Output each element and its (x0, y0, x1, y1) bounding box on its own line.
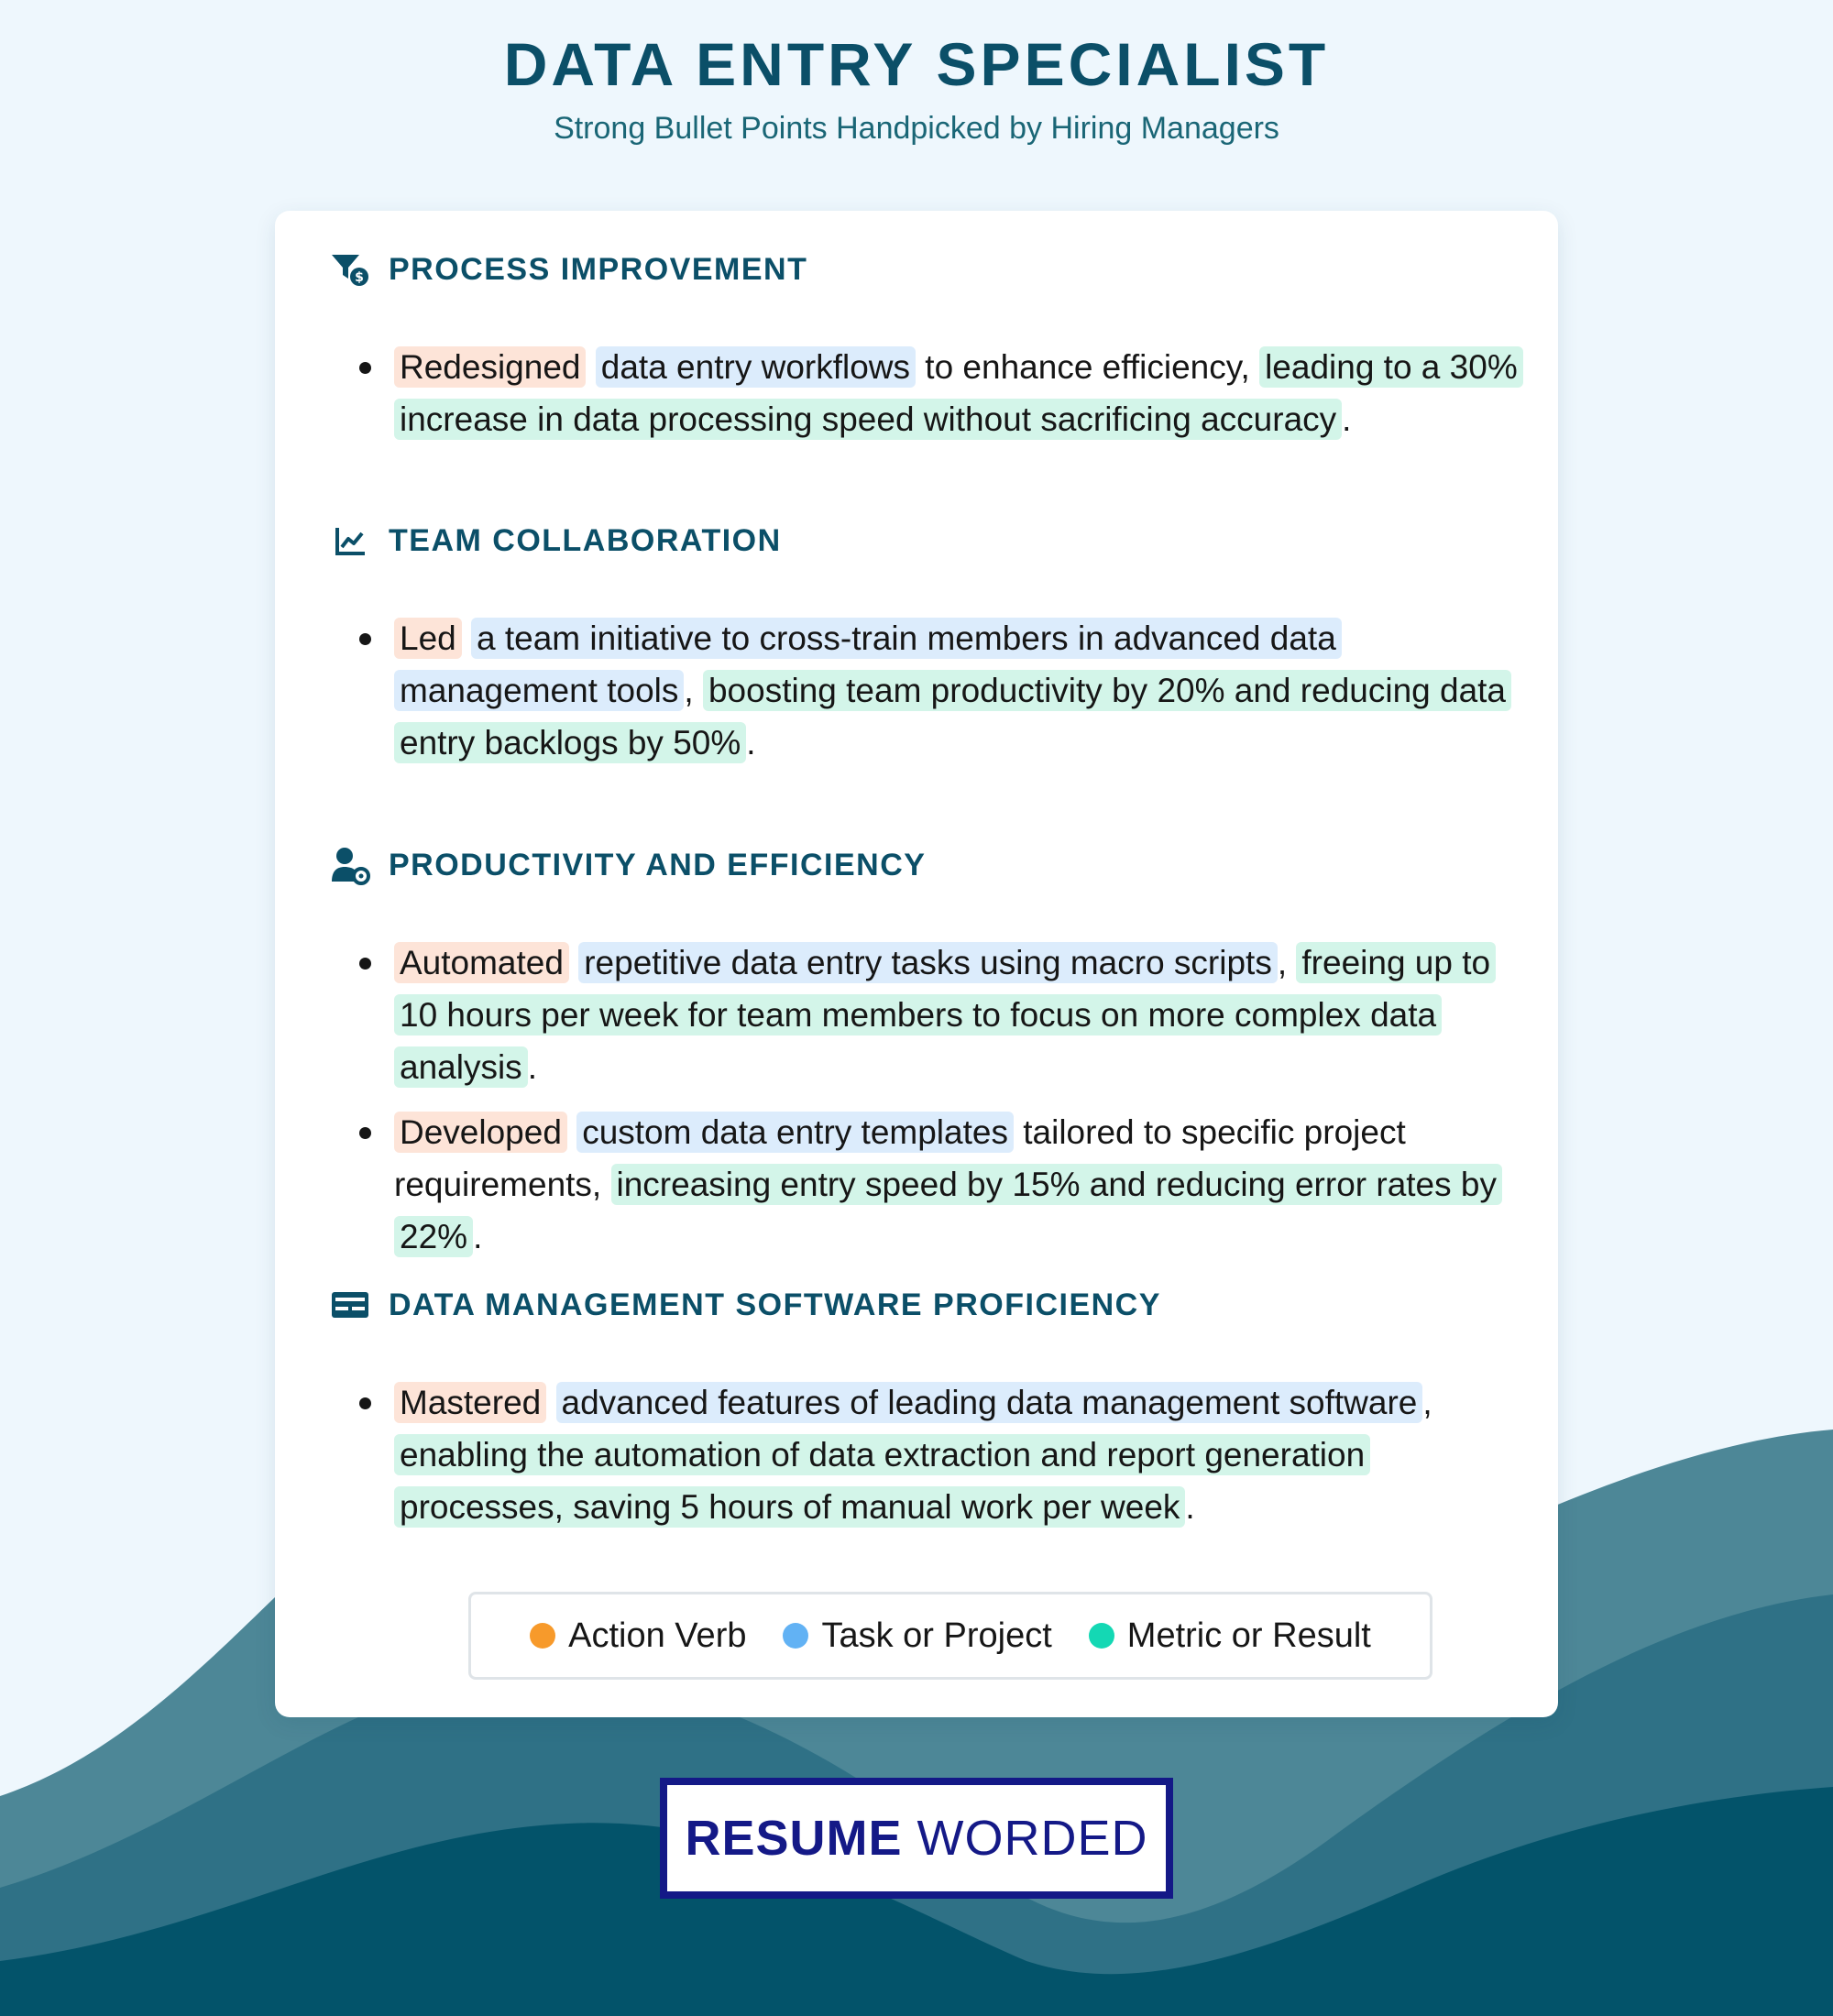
end-punctuation: . (473, 1218, 483, 1255)
task-or-project: a team initiative to cross-train members in advanced data management tools (394, 618, 1342, 711)
connector-text: , (1277, 944, 1297, 981)
section-header (330, 1285, 1521, 1325)
logo-light-text: WORDED (916, 1811, 1148, 1866)
action-verb: Developed (394, 1112, 567, 1153)
bullet-list (330, 1376, 1521, 1533)
highlight-legend (468, 1592, 1432, 1680)
bullet-list (330, 937, 1521, 1263)
teal-dot-icon (1089, 1623, 1114, 1649)
blue-dot-icon (783, 1623, 808, 1649)
section-header (330, 845, 1521, 885)
legend-metric-or-result (1089, 1616, 1371, 1656)
action-verb: Mastered (394, 1382, 546, 1423)
action-verb: Led (394, 618, 462, 659)
end-punctuation: . (746, 724, 756, 761)
metric-or-result: increasing entry speed by 15% and reducing error rates by 22% (394, 1164, 1502, 1257)
svg-text:$: $ (355, 270, 364, 285)
section-process-improvement (330, 249, 1521, 458)
action-verb: Automated (394, 942, 569, 983)
task-or-project: custom data entry templates (576, 1112, 1014, 1153)
logo-bold-text: RESUME (685, 1811, 903, 1866)
metric-or-result: enabling the automation of data extraction and report generation processes, saving 5 hours of manual work per week (394, 1434, 1370, 1528)
legend-action-verb (530, 1616, 746, 1656)
orange-dot-icon (530, 1623, 555, 1649)
section-data-management-software-proficiency (330, 1285, 1521, 1546)
legend-label: Task or Project (821, 1616, 1052, 1655)
connector-text: tailored to specific project requirements, (394, 1113, 1406, 1203)
bullet-points-card (275, 211, 1558, 1717)
action-verb: Redesigned (394, 346, 586, 388)
task-or-project: repetitive data entry tasks using macro scripts (578, 942, 1278, 983)
page-header (0, 31, 1833, 147)
end-punctuation: . (527, 1048, 537, 1086)
section-productivity-and-efficiency (330, 845, 1521, 1276)
bullet-item (330, 612, 1521, 769)
metric-or-result: leading to a 30% increase in data processing speed without sacrificing accuracy (394, 346, 1523, 440)
metric-or-result: freeing up to 10 hours per week for team members to focus on more complex data analysis (394, 942, 1496, 1088)
legend-label: Metric or Result (1126, 1616, 1371, 1655)
section-team-collaboration (330, 520, 1521, 782)
bullet-list (330, 341, 1521, 445)
bullet-item (330, 937, 1521, 1093)
metric-or-result: boosting team productivity by 20% and reducing data entry backlogs by 50% (394, 670, 1511, 763)
connector-text: , (1422, 1384, 1432, 1421)
line-chart-icon (330, 520, 370, 561)
bullet-item (330, 1106, 1521, 1263)
section-title: DATA MANAGEMENT SOFTWARE PROFICIENCY (389, 1287, 1161, 1322)
id-card-icon (330, 1285, 370, 1325)
legend-task-or-project (783, 1616, 1051, 1656)
section-title: PROCESS IMPROVEMENT (389, 251, 808, 287)
user-gear-icon (330, 845, 370, 885)
section-title: PRODUCTIVITY AND EFFICIENCY (389, 847, 927, 882)
section-header (330, 520, 1521, 561)
end-punctuation: . (1185, 1488, 1195, 1526)
bullet-list (330, 612, 1521, 769)
page-subtitle: Strong Bullet Points Handpicked by Hiring Managers (554, 110, 1279, 146)
resume-worded-logo[interactable] (660, 1778, 1173, 1899)
connector-text: , (684, 672, 703, 709)
funnel-dollar-icon (330, 249, 370, 290)
section-title: TEAM COLLABORATION (389, 522, 782, 558)
page-title: DATA ENTRY SPECIALIST (503, 30, 1330, 98)
connector-text: to enhance efficiency, (916, 348, 1260, 386)
legend-label: Action Verb (568, 1616, 747, 1655)
task-or-project: data entry workflows (596, 346, 916, 388)
end-punctuation: . (1342, 400, 1352, 438)
section-header (330, 249, 1521, 290)
bullet-item (330, 341, 1521, 445)
bullet-item (330, 1376, 1521, 1533)
task-or-project: advanced features of leading data management software (556, 1382, 1423, 1423)
